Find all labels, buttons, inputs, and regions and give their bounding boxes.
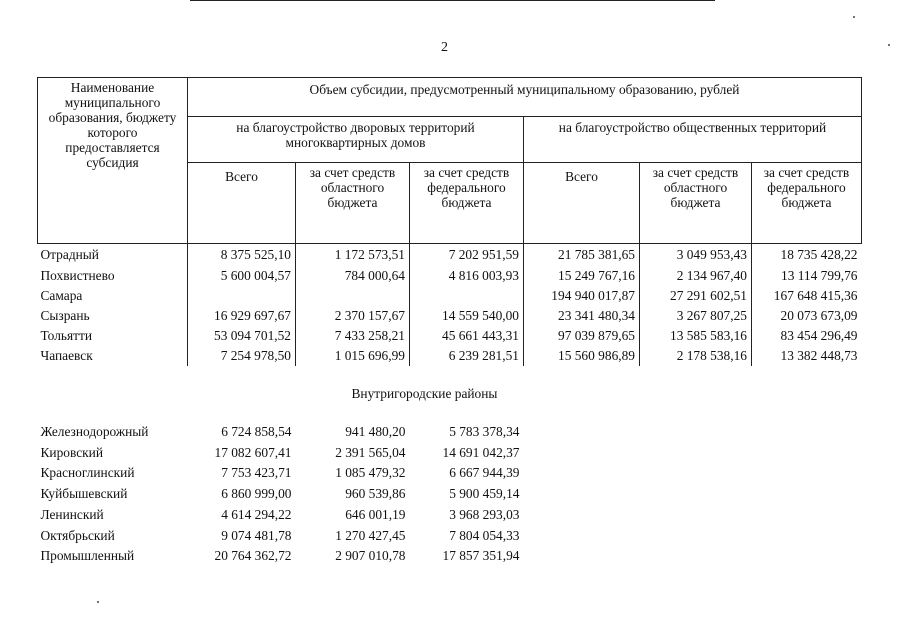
value-cell [640, 526, 752, 547]
value-cell: 7 433 258,21 [296, 326, 410, 346]
table-row [38, 463, 862, 484]
value-cell: 7 753 423,71 [221, 465, 292, 481]
value-cell: 14 691 042,37 [442, 444, 520, 460]
table-row [38, 306, 862, 326]
table-row [38, 443, 862, 464]
value-cell [524, 443, 640, 464]
header-federal-yards: за счет средств федерального бюджета [410, 163, 524, 244]
row-name: Похвистнево [38, 266, 188, 286]
value-cell: 1 172 573,51 [296, 244, 410, 267]
value-cell: 6 724 858,54 [221, 424, 292, 439]
districts-body [38, 422, 862, 567]
value-cell: 18 735 428,22 [752, 244, 862, 267]
value-cell: 15 249 767,16 [524, 266, 640, 286]
value-cell [524, 546, 640, 567]
value-cell: 2 134 967,40 [640, 266, 752, 286]
value-cell [752, 484, 862, 505]
value-cell: 16 929 697,67 [188, 306, 296, 326]
value-cell: 4 614 294,22 [221, 506, 292, 522]
value-cell [524, 505, 640, 526]
scan-speck [888, 44, 890, 46]
value-cell: 941 480,20 [345, 424, 406, 439]
row-name: Кировский [40, 444, 104, 460]
value-cell: 646 001,19 [345, 506, 406, 522]
value-cell: 53 094 701,52 [188, 326, 296, 346]
value-cell: 194 940 017,87 [524, 286, 640, 306]
value-cell [640, 463, 752, 484]
value-cell: 2 391 565,04 [335, 444, 406, 460]
value-cell: 1 015 696,99 [296, 346, 410, 366]
value-cell: 7 202 951,59 [410, 244, 524, 267]
value-cell [640, 546, 752, 567]
header-name-col: Наименование муниципального образования, бюджету которого предоставляется субсидия [38, 78, 188, 244]
value-cell: 97 039 879,65 [524, 326, 640, 346]
value-cell: 6 239 281,51 [410, 346, 524, 366]
row-name: Отрадный [38, 244, 188, 267]
table-row [38, 422, 862, 443]
row-name: Ленинский [40, 506, 104, 522]
value-cell: 13 382 448,73 [752, 346, 862, 366]
value-cell: 3 267 807,25 [640, 306, 752, 326]
value-cell: 5 600 004,57 [188, 266, 296, 286]
header-regional-yards: за счет средств областного бюджета [296, 163, 410, 244]
value-cell [640, 484, 752, 505]
row-name: Сызрань [38, 306, 188, 326]
municipalities-body [38, 244, 862, 367]
scan-speck [853, 16, 855, 18]
subsidy-table [37, 77, 862, 567]
value-cell: 1 085 479,32 [335, 465, 406, 481]
value-cell: 83 454 296,49 [752, 326, 862, 346]
value-cell: 45 661 443,31 [410, 326, 524, 346]
row-name: Красноглинский [40, 465, 135, 481]
value-cell: 1 270 427,45 [335, 527, 406, 543]
value-cell [524, 526, 640, 547]
value-cell: 6 860 999,00 [221, 486, 292, 502]
header-regional-public: за счет средств областного бюджета [640, 163, 752, 244]
table-row [38, 346, 862, 366]
header-group-yards: на благоустройство дворовых территорий многоквартирных домов [188, 117, 524, 163]
value-cell: 5 900 459,14 [449, 486, 520, 502]
value-cell: 17 857 351,94 [442, 548, 520, 564]
value-cell: 2 907 010,78 [335, 548, 406, 564]
header-total-yards: Всего [188, 163, 296, 244]
top-rule [190, 0, 715, 1]
header-volume: Объем субсидии, предусмотренный муниципальному образованию, рублей [188, 78, 862, 117]
value-cell [524, 484, 640, 505]
row-name: Железнодорожный [40, 424, 149, 439]
page-number: 2 [441, 40, 448, 55]
section-row [38, 366, 862, 422]
table-row [38, 244, 862, 267]
table-row [38, 326, 862, 346]
value-cell: 15 560 986,89 [524, 346, 640, 366]
value-cell: 5 783 378,34 [449, 424, 520, 439]
value-cell: 20 764 362,72 [214, 548, 292, 564]
value-cell [524, 422, 640, 443]
value-cell [296, 286, 410, 306]
value-cell: 27 291 602,51 [640, 286, 752, 306]
row-name: Октябрьский [40, 527, 115, 543]
header-federal-public: за счет средств федерального бюджета [752, 163, 862, 244]
value-cell [752, 443, 862, 464]
value-cell: 14 559 540,00 [410, 306, 524, 326]
section-body [38, 366, 862, 422]
value-cell: 7 254 978,50 [188, 346, 296, 366]
value-cell: 4 816 003,93 [410, 266, 524, 286]
scan-speck [97, 601, 99, 603]
table-row [38, 286, 862, 306]
value-cell [752, 422, 862, 443]
value-cell: 3 968 293,03 [449, 506, 520, 522]
row-name: Тольятти [38, 326, 188, 346]
table-row [38, 526, 862, 547]
value-cell [752, 526, 862, 547]
value-cell [410, 286, 524, 306]
value-cell: 3 049 953,43 [640, 244, 752, 267]
value-cell [640, 422, 752, 443]
value-cell: 21 785 381,65 [524, 244, 640, 267]
header-group-public: на благоустройство общественных территорий [524, 117, 862, 163]
table-row [38, 546, 862, 567]
value-cell [752, 546, 862, 567]
value-cell: 8 375 525,10 [188, 244, 296, 267]
value-cell: 9 074 481,78 [221, 527, 292, 543]
row-name: Чапаевск [38, 346, 188, 366]
table-row [38, 266, 862, 286]
value-cell: 6 667 944,39 [449, 465, 520, 481]
table-row [38, 505, 862, 526]
value-cell [640, 505, 752, 526]
row-name: Куйбышевский [40, 486, 128, 502]
value-cell: 960 539,86 [345, 486, 406, 502]
value-cell: 167 648 415,36 [752, 286, 862, 306]
value-cell: 13 114 799,76 [752, 266, 862, 286]
value-cell [752, 463, 862, 484]
value-cell [752, 505, 862, 526]
row-name: Самара [38, 286, 188, 306]
value-cell: 20 073 673,09 [752, 306, 862, 326]
value-cell [640, 443, 752, 464]
value-cell: 17 082 607,41 [214, 444, 292, 460]
value-cell: 13 585 583,16 [640, 326, 752, 346]
section-title: Внутригородские районы [351, 386, 498, 401]
value-cell: 7 804 054,33 [449, 527, 520, 543]
value-cell: 2 370 157,67 [296, 306, 410, 326]
value-cell: 2 178 538,16 [640, 346, 752, 366]
header-total-public: Всего [524, 163, 640, 244]
value-cell [188, 286, 296, 306]
table-row [38, 484, 862, 505]
value-cell: 23 341 480,34 [524, 306, 640, 326]
value-cell [524, 463, 640, 484]
row-name: Промышленный [40, 548, 135, 564]
value-cell: 784 000,64 [296, 266, 410, 286]
